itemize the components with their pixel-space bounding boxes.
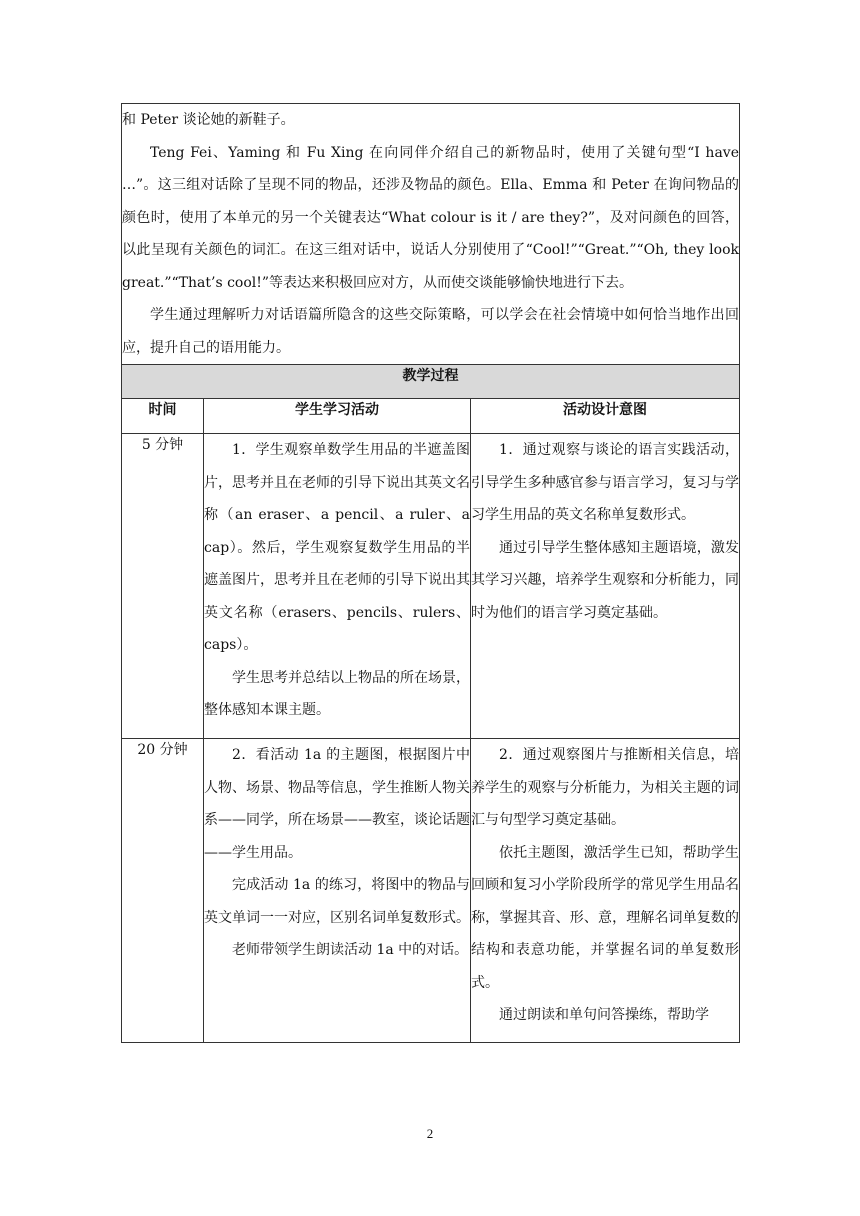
intent-paragraph: 2．通过观察图片与推断相关信息，培养学生的观察与分析能力，为相关主题的词汇与句型学习奠定基础。: [471, 747, 739, 828]
intent-paragraph: 依托主题图，激活学生已知，帮助学生回顾和复习小学阶段所学的常见学生用品名称，掌握其音、形、意，理解名词单复数的结构和表意功能，并掌握名词的单复数形式。: [471, 844, 739, 991]
activity-paragraph: 学生思考并总结以上物品的所在场景，整体感知本课主题。: [204, 669, 470, 718]
time-cell: 5 分钟: [122, 434, 204, 739]
intent-cell: [471, 739, 740, 1043]
intent-paragraph: 通过朗读和单句问答操练，帮助学: [499, 1007, 709, 1023]
time-cell: 20 分钟: [122, 739, 204, 1043]
column-header-time: 时间: [122, 399, 204, 434]
activity-cell: [204, 434, 471, 739]
section-title: 教学过程: [122, 365, 740, 399]
table-row: [122, 739, 740, 1043]
table-row: [122, 434, 740, 739]
section-header-row: [122, 365, 740, 399]
intro-row: [122, 104, 740, 365]
intro-paragraph: 和 Peter 谈论她的新鞋子。: [122, 112, 295, 128]
activity-paragraph: 完成活动 1a 的练习，将图中的物品与英文单词一一对应，区别名词单复数形式。: [204, 877, 470, 926]
activity-paragraph: 老师带领学生朗读活动 1a 中的对话。: [232, 942, 469, 958]
activity-cell: [204, 739, 471, 1043]
intro-paragraph: Teng Fei、Yaming 和 Fu Xing 在向同伴介绍自己的新物品时，使用了关键句型“I have …”。这三组对话除了呈现不同的物品，还涉及物品的颜色。Ella、Emma 和 Peter 在询问物品的颜色时，使用了本单元的另一个关键表达“What colour is it / are they?”，及对问颜色的回答，以此呈现有关颜色的词汇。在这三组对话中，说话人分别使用了“Cool!”“Great.”“Oh, they look great.”“That’s cool!”等表达来积极回应对方，从而使交谈能够愉快地进行下去。: [122, 144, 739, 291]
column-header-row: [122, 399, 740, 434]
intent-paragraph: 1．通过观察与谈论的语言实践活动，引导学生多种感官参与语言学习，复习与学习学生用品的英文名称单复数形式。: [471, 442, 739, 523]
column-header-intent: 活动设计意图: [471, 399, 740, 434]
intro-paragraph: 学生通过理解听力对话语篇所隐含的这些交际策略，可以学会在社会情境中如何恰当地作出回应，提升自己的语用能力。: [122, 307, 739, 356]
intent-cell: [471, 434, 740, 739]
lesson-plan-table: [121, 103, 740, 1043]
intro-cell: [122, 104, 740, 365]
activity-paragraph: 1．学生观察单数学生用品的半遮盖图片，思考并且在老师的引导下说出其英文名称（an eraser、a pencil、a ruler、a cap）。然后，学生观察复数学生用品的半遮盖图片，思考并且在老师的引导下说出其英文名称（erasers、pencils、rulers、caps）。: [204, 442, 470, 653]
activity-paragraph: 2．看活动 1a 的主题图，根据图片中人物、场景、物品等信息，学生推断人物关系——同学，所在场景——教室，谈论话题——学生用品。: [204, 747, 470, 861]
page-number: 2: [426, 1126, 434, 1141]
column-header-activity: 学生学习活动: [204, 399, 471, 434]
intent-paragraph: 通过引导学生整体感知主题语境，激发其学习兴趣，培养学生观察和分析能力，同时为他们的语言学习奠定基础。: [471, 539, 739, 621]
